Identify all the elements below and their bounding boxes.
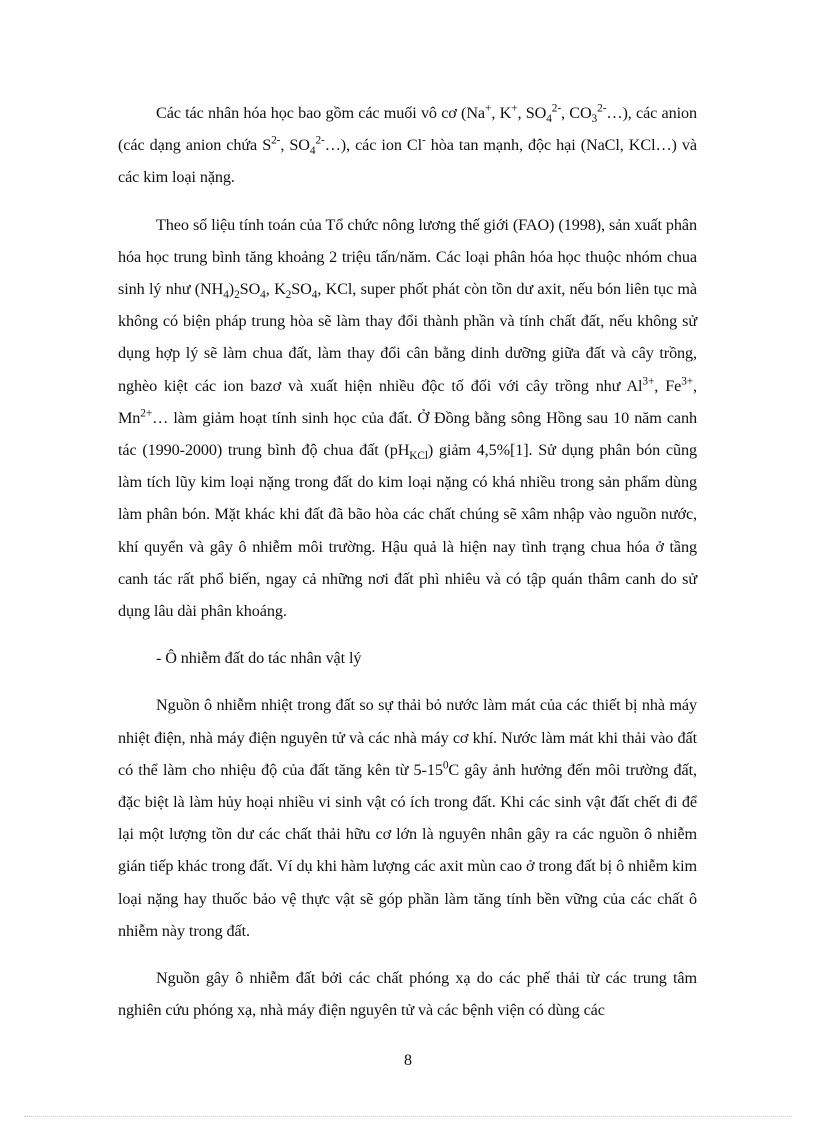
superscript: 0 xyxy=(442,759,449,772)
text-run: - Ô nhiễm đất do tác nhân vật lý xyxy=(156,649,362,668)
text-run: … làm giảm hoạt tính sinh học của đất. Ở Đồng bằng sông Hồng sau 10 năm canh tác (1990-2000) trung bình độ chua đất (pH xyxy=(118,408,697,460)
subscript: 2 xyxy=(234,289,240,302)
subscript: 3 xyxy=(591,113,598,126)
text-run: Nguồn gây ô nhiễm đất bởi các chất phóng xạ do các phế thải từ các trung tâm nghiên cứu phóng xạ, nhà máy điện nguyên tử và các bệnh viện có dùng các xyxy=(118,969,697,1020)
text-run: , KCl, super phốt phát còn tồn dư axit, nếu bón liên tục mà không có biện pháp trung hòa sẽ làm thay đổi thành phần và tính chất đất, nếu không sử dụng hợp lý sẽ làm chua đất, làm thay đổi cân bằng dinh dưỡng giữa đất và cây trồng, nghèo kiệt các ion bazơ và xuất hiện nhiều độc tố đối với cây trồng như Al xyxy=(118,280,697,395)
paragraph-p5 xyxy=(118,962,697,1026)
superscript: 2- xyxy=(315,134,325,147)
text-run: C gây ảnh hưởng đến môi trường đất, đặc biệt là làm hủy hoại nhiều vi sinh vật có ích trong đất. Khi các sinh vật đất chết đi để lại một lượng tồn dư các chất thải hữu cơ lớn là nguyên nhân gây ra các nguồn ô nhiễm gián tiếp khác trong đất. Ví dụ khi hàm lượng các axit mùn cao ở trong đất bị ô nhiễm kim loại nặng hay thuốc bảo vệ thực vật sẽ góp phần làm tăng tính bền vững của các chất ô nhiễm này trong đất. xyxy=(118,760,697,940)
text-run: …), các ion Cl xyxy=(324,136,422,155)
text-run: Các tác nhân hóa học bao gồm các muối vô cơ (Na xyxy=(156,104,486,122)
subscript: 4 xyxy=(223,289,229,302)
superscript: - xyxy=(421,134,426,147)
subscript: 4 xyxy=(311,289,318,302)
text-run: , Mn xyxy=(118,376,697,427)
text-run: ) giảm 4,5%[1]. Sử dụng phân bón cũng làm tích lũy kim loại nặng trong đất do kim loại nặng có khá nhiều trong sản phẩm dùng làm phân bón. Mặt khác khi đất đã bão hòa các chất chúng sẽ xâm nhập vào nguồn nước, khí quyển và gây ô nhiễm môi trường. Hậu quả là hiện nay tình trạng chua hóa ở tầng canh tác rất phổ biến, ngay cả những nơi đất phì nhiêu và có tập quán thâm canh do sử dụng lâu dài phân khoáng. xyxy=(118,441,697,621)
superscript: 3+ xyxy=(681,375,694,388)
subscript: 2 xyxy=(285,289,292,302)
text-run: , K xyxy=(491,104,512,122)
paragraph-p1 xyxy=(118,97,697,194)
page-number: 8 xyxy=(404,1052,412,1069)
superscript: + xyxy=(511,102,518,115)
superscript: 2- xyxy=(597,102,607,115)
text-run: ) xyxy=(228,280,235,299)
text-run: , Fe xyxy=(654,376,682,395)
subscript: 4 xyxy=(546,113,552,126)
text-run: …), các anion (các dạng anion chứa S xyxy=(118,104,697,155)
body-text xyxy=(118,97,697,1041)
text-run: , K xyxy=(265,280,286,299)
text-run: Nguồn ô nhiễm nhiệt trong đất so sự thải bỏ nước làm mát của các thiết bị nhà máy nhiệt điện, nhà máy điện nguyên tử và các nhà máy cơ khí. Nước làm mát khi thải vào đất có thể làm cho nhiệu độ của đất tăng kên từ 5-15 xyxy=(118,696,697,779)
superscript: 2- xyxy=(551,102,562,115)
paragraph-p4 xyxy=(118,689,697,947)
superscript: + xyxy=(485,102,492,115)
paragraph-p3 xyxy=(118,642,697,674)
page-bottom-divider xyxy=(24,1116,792,1117)
subscript: 4 xyxy=(309,145,316,158)
text-run: SO xyxy=(291,280,312,299)
superscript: 3+ xyxy=(642,375,655,388)
subscript: 4 xyxy=(260,289,266,302)
paragraph-p2 xyxy=(118,209,697,628)
text-run: hòa tan mạnh, độc hại (NaCl, KCl…) và các kim loại nặng. xyxy=(118,136,697,187)
text-run: , SO xyxy=(517,104,547,122)
text-run: Theo số liệu tính toán của Tổ chức nông lương thế giới (FAO) (1998), sản xuất phân hóa học trung bình tăng khoảng 2 triệu tấn/năm. Các loại phân hóa học thuộc nhóm chua sinh lý như (NH xyxy=(118,215,697,299)
superscript: 2- xyxy=(271,134,281,147)
subscript: KCl xyxy=(409,450,428,463)
text-run: , CO xyxy=(561,104,592,122)
text-run: SO xyxy=(239,280,261,299)
superscript: 2+ xyxy=(140,407,153,420)
text-run: , SO xyxy=(280,136,310,155)
